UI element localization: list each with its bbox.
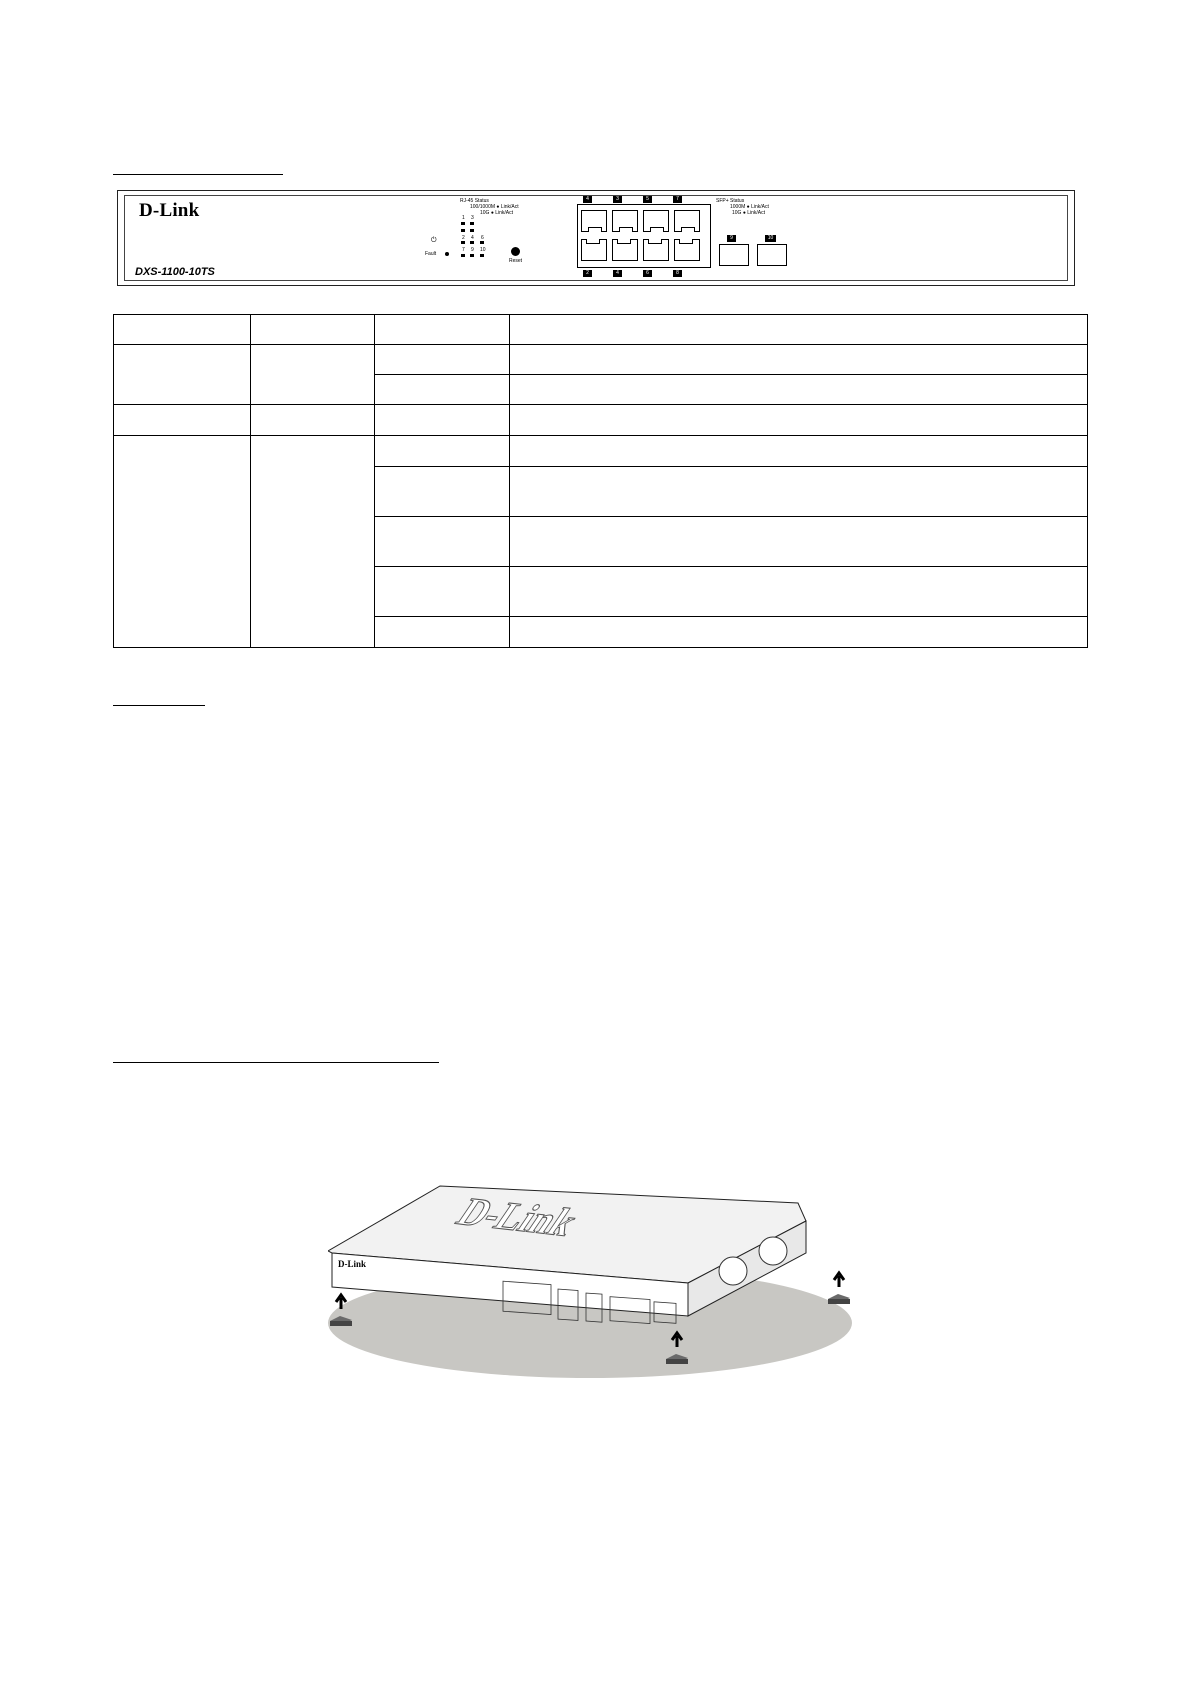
table-cell <box>251 405 375 436</box>
table-cell <box>375 405 510 436</box>
rj45-status-label: RJ-45 Status <box>460 198 489 204</box>
heading-underline-section-2 <box>113 705 205 706</box>
sfp-port <box>757 244 787 266</box>
table-cell <box>251 315 375 345</box>
sfp-speed-1: 1000M ● Link/Act <box>730 204 769 210</box>
table-row <box>114 345 1088 375</box>
port-number: 2 <box>583 270 592 277</box>
table-row <box>114 315 1088 345</box>
port-led <box>470 222 474 225</box>
power-icon: ⏻ <box>431 237 437 244</box>
led-number: 2 <box>462 235 465 241</box>
heading-underline-section-3 <box>113 1062 439 1063</box>
led-number: 4 <box>471 235 474 241</box>
table-row <box>114 405 1088 436</box>
table-cell <box>375 567 510 617</box>
rj45-speed-1: 100/1000M ● Link/Act <box>470 204 519 210</box>
rj45-port <box>643 239 669 261</box>
rj45-port <box>581 239 607 261</box>
sfp-port <box>719 244 749 266</box>
led-number: 3 <box>471 215 474 221</box>
table-cell <box>375 467 510 517</box>
top-brand-emboss: D-Link <box>448 1189 588 1245</box>
port-led <box>470 254 474 257</box>
table-cell <box>251 436 375 648</box>
reset-button <box>511 247 520 256</box>
table-cell <box>375 436 510 467</box>
led-indicator-table <box>113 314 1088 648</box>
rj45-port <box>612 210 638 232</box>
led-number: 9 <box>471 247 474 253</box>
table-cell <box>510 617 1088 648</box>
table-row <box>114 436 1088 467</box>
fault-led <box>445 252 449 256</box>
port-number: 4 <box>583 196 592 203</box>
fan-icon <box>759 1237 787 1265</box>
port-led <box>461 222 465 225</box>
rj45-port <box>674 210 700 232</box>
table-cell <box>510 467 1088 517</box>
rj45-port <box>643 210 669 232</box>
table-cell <box>375 375 510 405</box>
led-number: 1 <box>462 215 465 221</box>
rj45-port-group <box>577 204 711 268</box>
port-number: 4 <box>613 270 622 277</box>
fan-icon <box>719 1257 747 1285</box>
table-cell <box>114 345 251 405</box>
port-number: 3 <box>613 196 622 203</box>
sfp-port-number: 9 <box>727 235 736 242</box>
front-panel-frame <box>124 195 1068 281</box>
table-cell <box>114 436 251 648</box>
rj45-speed-2: 10G ● Link/Act <box>480 210 514 216</box>
port-led <box>461 241 465 244</box>
table-cell <box>510 436 1088 467</box>
front-brand: D-Link <box>338 1259 367 1269</box>
table-cell <box>510 517 1088 567</box>
port-led <box>470 229 474 232</box>
rj45-port <box>674 239 700 261</box>
fault-label: Fault <box>425 251 437 257</box>
port-number: 6 <box>643 270 652 277</box>
port-number: 5 <box>643 196 652 203</box>
port-number: 7 <box>673 196 682 203</box>
heading-underline-front-panel <box>113 174 283 175</box>
table-cell <box>510 345 1088 375</box>
table-cell <box>510 567 1088 617</box>
table-cell <box>114 405 251 436</box>
foot-pad-right <box>828 1273 850 1304</box>
table-cell <box>510 375 1088 405</box>
arrow-up-icon <box>834 1273 844 1287</box>
sfp-speed-2: 10G ● Link/Act <box>732 210 766 216</box>
port-led <box>480 254 484 257</box>
sfp-port-number: 10 <box>765 235 776 242</box>
brand-logo: D-Link <box>139 200 200 221</box>
port-number: 8 <box>673 270 682 277</box>
rubber-feet-illustration <box>328 1183 865 1383</box>
led-number: 7 <box>462 247 465 253</box>
table-cell <box>510 405 1088 436</box>
sfp-status-label: SFP+ Status <box>716 198 745 204</box>
port-led <box>470 241 474 244</box>
rj45-port <box>612 239 638 261</box>
table-cell <box>375 617 510 648</box>
table-cell <box>510 315 1088 345</box>
reset-label: Reset <box>509 258 523 264</box>
led-number: 10 <box>480 247 486 253</box>
led-number: 6 <box>481 235 484 241</box>
model-name: DXS-1100-10TS <box>135 266 215 278</box>
rj45-port <box>581 210 607 232</box>
front-panel-figure <box>117 190 1075 286</box>
table-cell <box>375 345 510 375</box>
port-led <box>461 254 465 257</box>
table-cell <box>251 345 375 405</box>
port-led <box>480 241 484 244</box>
table-cell <box>375 315 510 345</box>
table-cell <box>114 315 251 345</box>
port-led <box>461 229 465 232</box>
table-cell <box>375 517 510 567</box>
